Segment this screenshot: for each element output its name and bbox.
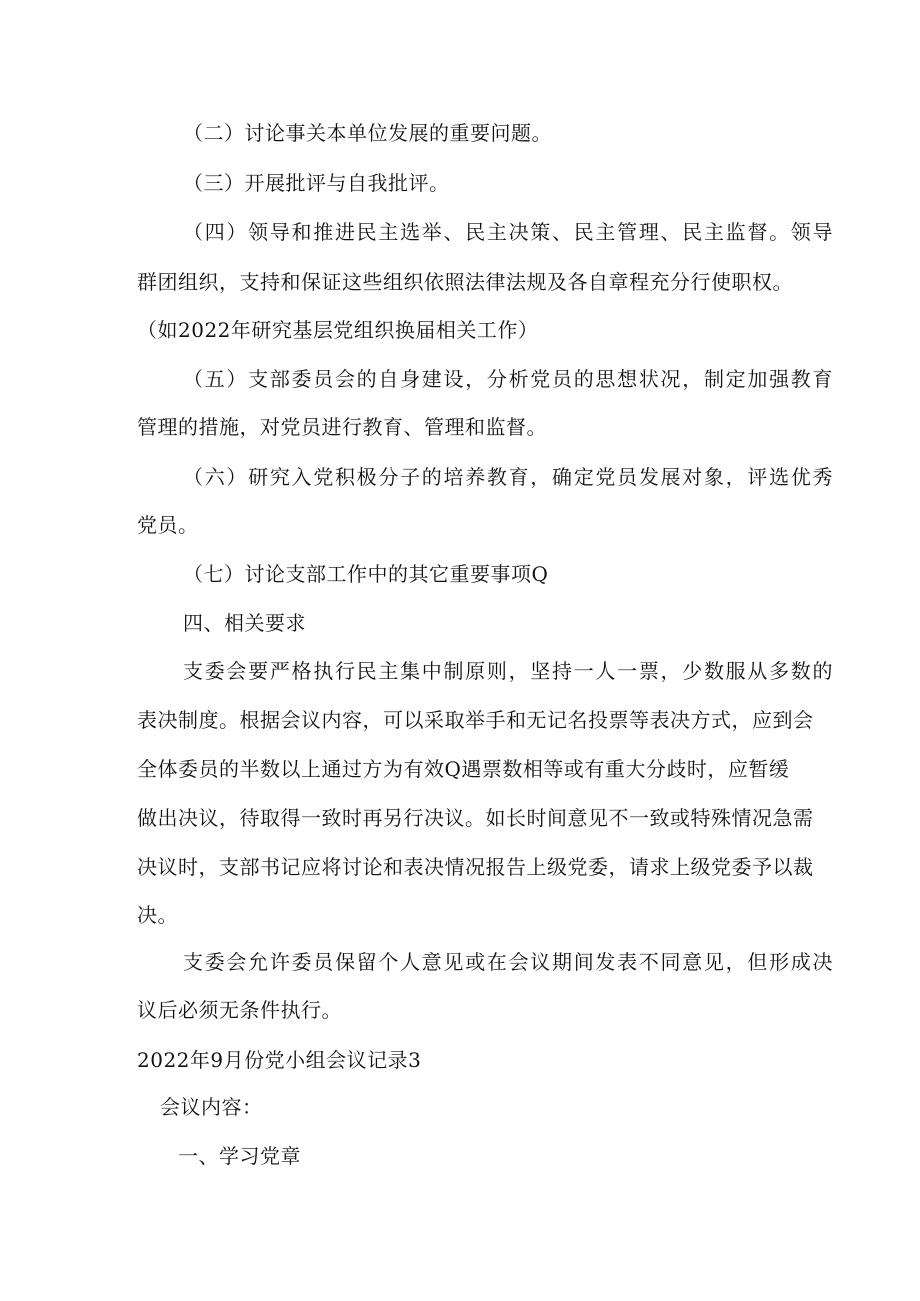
requirements-line-3: 全体委员的半数以上通过方为有效Q遇票数相等或有重大分歧时，应暂缓 <box>137 757 790 781</box>
requirements-line-1: 支委会要严格执行民主集中制原则，坚持一人一票，少数服从多数的 <box>183 659 833 683</box>
requirements-line-2: 表决制度。根据会议内容，可以采取举手和无记名投票等表决方式，应到会 <box>137 708 814 732</box>
clause-three: （三）开展批评与自我批评。 <box>183 171 450 195</box>
clause-six-line-2: 党员。 <box>137 513 199 537</box>
clause-five-line-2: 管理的措施，对党员进行教育、管理和监督。 <box>137 415 547 439</box>
clause-six-line-1: （六）研究入党积极分子的培养教育，确定党员发展对象，评选优秀 <box>183 465 833 489</box>
meeting-content-label: 会议内容： <box>160 1095 263 1119</box>
requirements-line-5: 决议时，支部书记应将讨论和表决情况报告上级党委，请求上级党委予以裁 <box>137 855 814 879</box>
clause-five-line-1: （五）支部委员会的自身建设，分析党员的思想状况，制定加强教育 <box>183 367 833 391</box>
clause-four-line-2: 群团组织，支持和保证这些组织依照法律法规及各自章程充分行使职权。 <box>137 270 793 294</box>
clause-seven: （七）讨论支部工作中的其它重要事项Q <box>183 562 549 586</box>
requirements-line-4: 做出决议，待取得一致时再另行决议。如长时间意见不一致或特殊情况急需 <box>137 806 814 830</box>
section-heading-requirements: 四、相关要求 <box>183 611 306 635</box>
item-study-party-constitution: 一、学习党章 <box>178 1144 301 1168</box>
clause-four-note: （如2022年研究基层党组织换届相关工作） <box>137 318 539 342</box>
opinion-line-2: 议后必须无条件执行。 <box>137 998 342 1022</box>
requirements-line-6: 决。 <box>137 903 178 927</box>
clause-two: （二）讨论事关本单位发展的重要问题。 <box>183 121 552 145</box>
opinion-line-1: 支委会允许委员保留个人意见或在会议期间发表不同意见，但形成决 <box>183 950 833 974</box>
record-title: 2022年9月份党小组会议记录3 <box>137 1048 422 1072</box>
clause-four-line-1: （四）领导和推进民主选举、民主决策、民主管理、民主监督。领导 <box>183 220 833 244</box>
